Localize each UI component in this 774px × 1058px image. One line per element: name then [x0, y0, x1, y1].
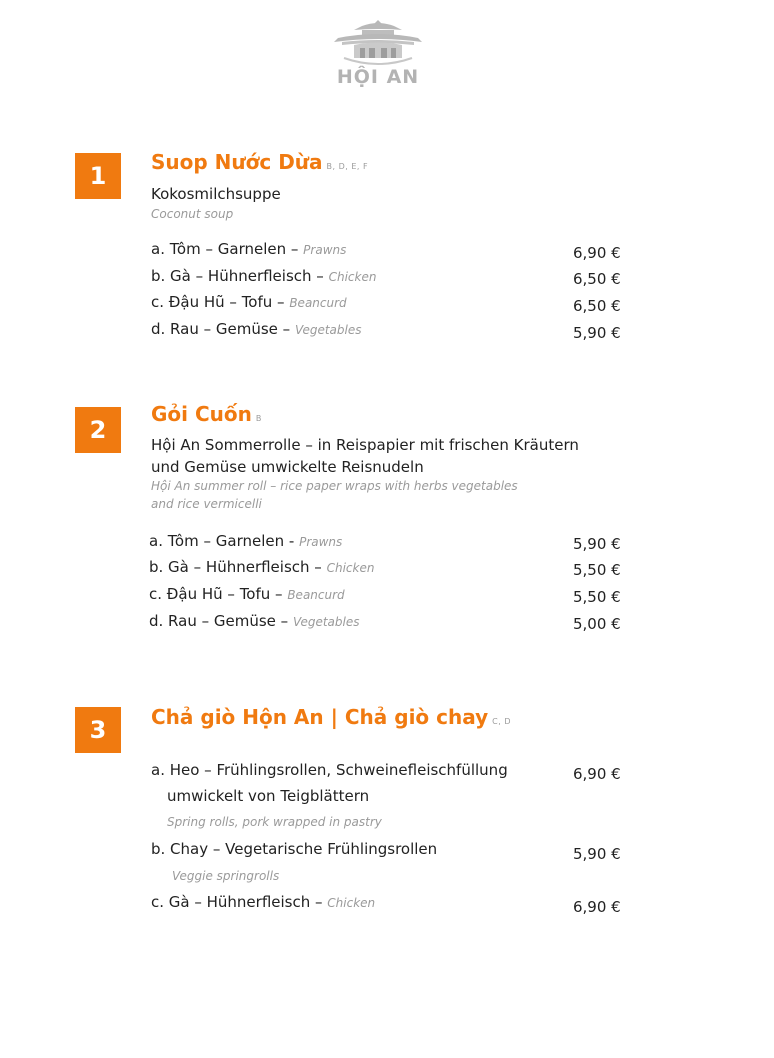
menu-item: a. Heo – Frühlingsrollen, Schweinefleischfüllung [151, 761, 508, 779]
allergen-codes: B [255, 414, 262, 423]
hoi-an-logo [328, 18, 428, 94]
item-price: 5,90 € [573, 845, 621, 863]
menu-item: c. Đậu Hũ – Tofu – Beancurd [151, 293, 347, 311]
dish-name: Chả giò Hộn An | Chả giò chay [151, 705, 489, 729]
item-price: 6,50 € [573, 270, 621, 288]
item-price: 6,90 € [573, 244, 621, 262]
section-number-badge: 1 [75, 153, 121, 199]
menu-item: d. Rau – Gemüse – Vegetables [151, 320, 362, 338]
item-price: 6,90 € [573, 898, 621, 916]
allergen-codes: C, D [492, 717, 511, 726]
menu-item-continued: umwickelt von Teigblättern [167, 787, 370, 805]
dish-description-de: und Gemüse umwickelte Reisnudeln [151, 458, 424, 476]
item-price: 5,90 € [573, 535, 621, 553]
dish-name: Suop Nước Dừa [151, 150, 323, 174]
dish-description-en: and rice vermicelli [151, 497, 262, 511]
dish-description-de: Hội An Sommerrolle – in Reispapier mit frischen Kräutern [151, 436, 579, 454]
menu-item: b. Gà – Hühnerfleisch – Chicken [149, 558, 375, 576]
pagoda-icon [332, 18, 424, 68]
logo-text: HỘI AN [336, 66, 420, 88]
section-title [151, 150, 368, 174]
item-price: 5,50 € [573, 588, 621, 606]
dish-name: Gỏi Cuốn [151, 402, 252, 426]
section-title [151, 402, 262, 426]
item-price: 6,50 € [573, 297, 621, 315]
menu-item-en: Spring rolls, pork wrapped in pastry [167, 815, 382, 829]
allergen-codes: B, D, E, F [326, 162, 369, 171]
item-price: 5,00 € [573, 615, 621, 633]
dish-description-en: Coconut soup [151, 207, 234, 221]
dish-description-de: Kokosmilchsuppe [151, 185, 281, 203]
section-number-badge: 2 [75, 407, 121, 453]
menu-item: d. Rau – Gemüse – Vegetables [149, 612, 360, 630]
menu-item: a. Tôm – Garnelen - Prawns [149, 532, 343, 550]
item-price: 5,90 € [573, 324, 621, 342]
section-title [151, 705, 511, 729]
menu-item: b. Gà – Hühnerfleisch – Chicken [151, 267, 377, 285]
menu-item: b. Chay – Vegetarische Frühlingsrollen [151, 840, 438, 858]
menu-item: c. Đậu Hũ – Tofu – Beancurd [149, 585, 345, 603]
item-price: 5,50 € [573, 561, 621, 579]
menu-item: c. Gà – Hühnerfleisch – Chicken [151, 893, 376, 911]
menu-item: a. Tôm – Garnelen – Prawns [151, 240, 347, 258]
dish-description-en: Hội An summer roll – rice paper wraps with herbs vegetables [151, 479, 518, 493]
section-number-badge: 3 [75, 707, 121, 753]
item-price: 6,90 € [573, 765, 621, 783]
menu-item-en: Veggie springrolls [172, 869, 280, 883]
